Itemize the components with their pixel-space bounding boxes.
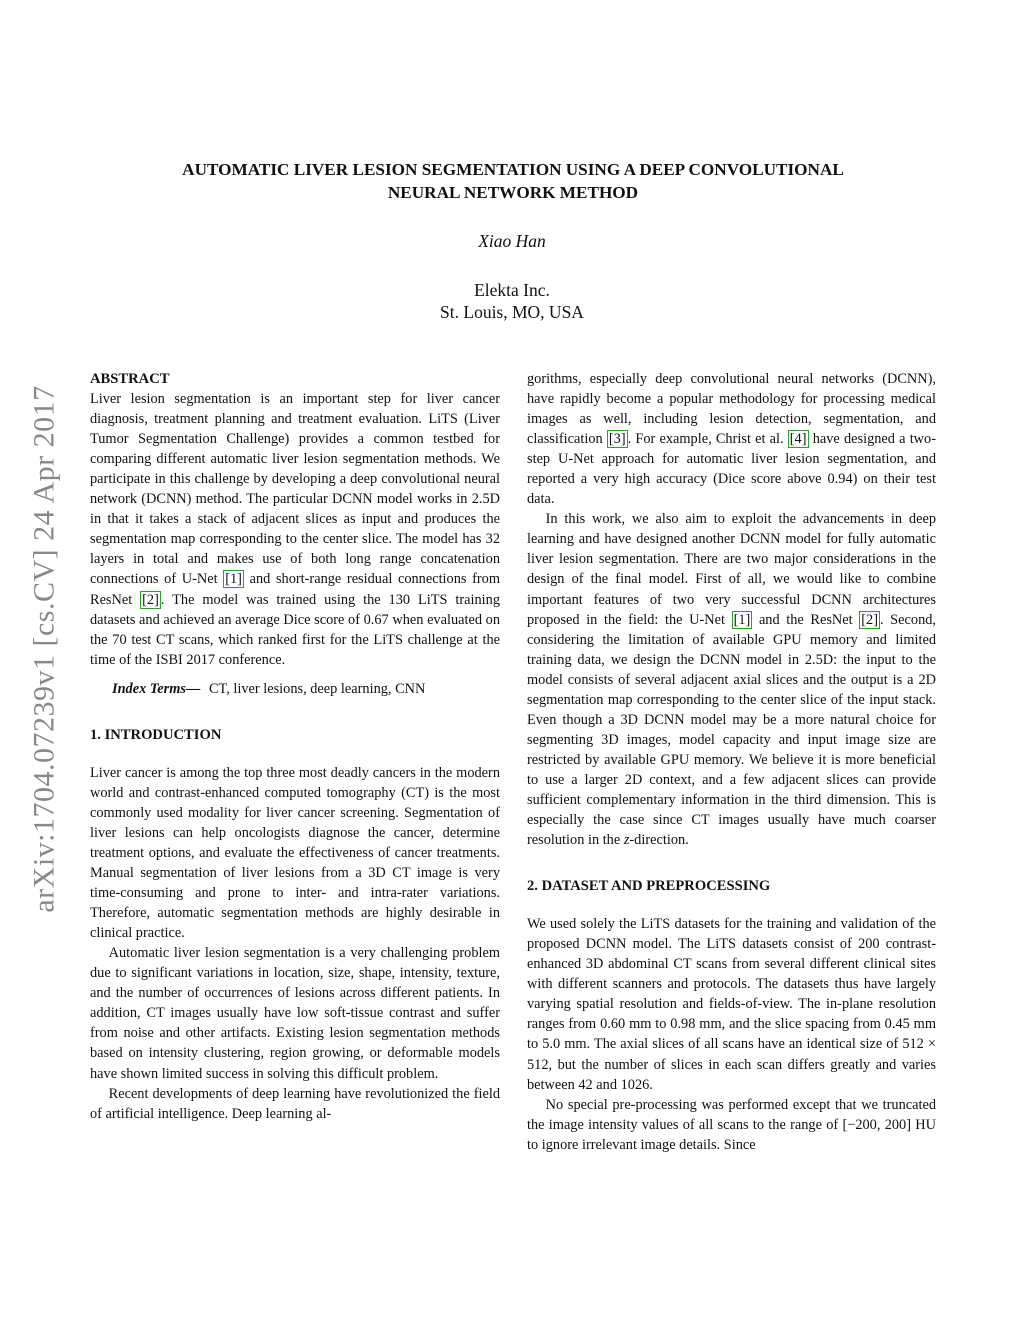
math-variable-z: z bbox=[623, 832, 630, 849]
introduction-paragraph-3: Recent developments of deep learning have revolutionized the field of artificial intelligence. Deep learning al- bbox=[90, 1085, 500, 1122]
affiliation-location: St. Louis, MO, USA bbox=[440, 302, 584, 322]
index-terms bbox=[90, 679, 500, 699]
intro-p4-text-part-2: and the ResNet bbox=[752, 611, 860, 628]
introduction-paragraph-4 bbox=[527, 509, 936, 850]
left-column bbox=[90, 369, 500, 1124]
introduction-paragraph-2: Automatic liver lesion segmentation is a very challenging problem due to significant variations in location, size, shape, intensity, texture, and the number of occurrences of lesions across different patients. In addition, CT images usually have low soft-tissue contrast and suffer from noise and other artifacts. Existing lesion segmentation methods based on intensity clustering, region growing, or deformable models have shown limited success in solving this difficult problem. bbox=[90, 945, 500, 1082]
dataset-p2-text-part-1: No special pre-processing was performed except that we truncated the image intensity values of all scans to the range of bbox=[527, 1096, 936, 1133]
right-column bbox=[527, 369, 936, 1155]
citation-link-4[interactable]: [4] bbox=[789, 431, 807, 448]
citation-link-1[interactable]: [1] bbox=[733, 611, 751, 628]
abstract-paragraph bbox=[90, 389, 500, 670]
dataset-paragraph-2 bbox=[527, 1095, 936, 1155]
author-name: Xiao Han bbox=[478, 231, 546, 251]
arxiv-identifier-stamp bbox=[27, 352, 63, 946]
dataset-p1-text-part-2: , but the number of slices in each scan differs greatly and varies between 42 and 1026. bbox=[527, 1056, 936, 1093]
intro-p4-text-part-1: In this work, we also aim to exploit the advancements in deep learning and have designed another DCNN model for fully automatic liver lesion segmentation. There are two major considerations in the design of the final model. First of all, we would like to combine important features of two very successful DCNN architectures proposed in the field: the U-Net bbox=[527, 511, 936, 628]
dataset-p1-text-part-1: We used solely the LiTS datasets for the training and validation of the proposed DCNN model. The LiTS datasets consist of 200 contrast-enhanced 3D abdominal CT scans from several different clinical sites with different scanners and protocols. The datasets thus have largely varying spatial resolution and fields-of-view. The in-plane resolution ranges from 0.60 mm to 0.98 mm, and the slice spacing from 0.45 mm to 5.0 mm. The axial slices of all scans have an identical size of bbox=[527, 916, 936, 1053]
intro-p4-text-part-3: . Second, considering the limitation of available GPU memory and limited training data, we design the DCNN model in 2.5D: the input to the model consists of several adjacent axial slices and the output is a 2D segmentation map corresponding to the center slice of the input stack. Even though a 3D DCNN model may be a more natural choice for segmenting 3D images, model capacity and input image size are restricted by available GPU memory. We believe it is more beneficial to use a larger 2D context, and a few adjacent slices can provide sufficient complementary information in the third dimension. This is especially the case since CT images usually have much coarser resolution in the bbox=[527, 611, 936, 849]
affiliation-organization: Elekta Inc. bbox=[474, 280, 550, 300]
intro-p3-text-part-2: . For example, Christ et al. bbox=[627, 431, 788, 448]
index-terms-label: Index Terms— bbox=[112, 680, 201, 697]
math-hu-range: [−200, 200] bbox=[842, 1116, 911, 1133]
dataset-paragraph-1 bbox=[527, 914, 936, 1094]
introduction-heading: 1. INTRODUCTION bbox=[90, 726, 222, 743]
abstract-text-part-3: . The model was trained using the 130 LiTS training datasets and achieved an average Dice score of 0.67 when evaluated on the 70 test CT scans, which ranked first for the LiTS challenge at the time of the ISBI 2017 conference. bbox=[90, 591, 501, 668]
introduction-paragraph-3-continued bbox=[527, 369, 936, 509]
index-terms-text: CT, liver lesions, deep learning, CNN bbox=[208, 680, 426, 697]
intro-p3-text-part-1: gorithms, especially deep convolutional neural networks (DCNN), have rapidly become a popular methodology for processing medical images as well, including lesion detection, segmentation, and classification bbox=[527, 371, 936, 448]
dataset-heading: 2. DATASET AND PREPROCESSING bbox=[527, 878, 771, 895]
abstract-text-part-2: and short-range residual connections from ResNet bbox=[90, 571, 500, 608]
dataset-p2-text-part-2: HU to ignore irrelevant image details. Since bbox=[527, 1116, 936, 1153]
intro-p4-text-part-4: -direction. bbox=[629, 832, 689, 849]
arxiv-identifier-text: arXiv:1704.07239v1 [cs.CV] 24 Apr 2017 bbox=[28, 385, 62, 913]
abstract-text-part-1: Liver lesion segmentation is an important step for liver cancer diagnosis, treatment planning and treatment evaluation. LiTS (Liver Tumor Segmentation Challenge) provides a common testbed for comparing different automatic liver lesion segmentation methods. We participate in this challenge by developing a deep convolutional neural network (DCNN) method. The particular DCNN model works in 2.5D in that it takes a stack of adjacent slices as input and produces the segmentation map corresponding to the center slice. The model has 32 layers in total and makes use of both long range concatenation connections of U-Net bbox=[90, 391, 500, 588]
math-image-size: 512 × 512 bbox=[527, 1036, 936, 1073]
citation-link-3[interactable]: [3] bbox=[608, 431, 626, 448]
paper-title-line-2: NEURAL NETWORK METHOD bbox=[387, 183, 639, 202]
intro-p3-text-part-3: have designed a two-step U-Net approach for automatic liver lesion segmentation, and reported a very high accuracy (Dice score above 0.94) on their test data. bbox=[527, 431, 936, 508]
author-affiliation bbox=[0, 279, 1024, 323]
paper-title bbox=[90, 158, 936, 204]
paper-title-line-1: AUTOMATIC LIVER LESION SEGMENTATION USING A DEEP CONVOLUTIONAL bbox=[182, 160, 844, 179]
citation-link-2[interactable]: [2] bbox=[861, 611, 878, 628]
citation-link-1[interactable]: [1] bbox=[225, 571, 242, 588]
citation-link-2[interactable]: [2] bbox=[142, 591, 159, 608]
introduction-paragraph-1: Liver cancer is among the top three most deadly cancers in the modern world and contrast-enhanced computed tomography (CT) is the most commonly used modality for liver cancer screening. Segmentation of liver lesions can help oncologists diagnose the cancer, determine treatment options, and evaluate the effectiveness of cancer treatments. Manual segmentation of liver lesions from a 3D CT image is very time-consuming and prone to inter- and intra-rater variations. Therefore, automatic segmentation methods are highly desirable in clinical practice. bbox=[90, 764, 500, 942]
abstract-heading: ABSTRACT bbox=[90, 371, 170, 387]
